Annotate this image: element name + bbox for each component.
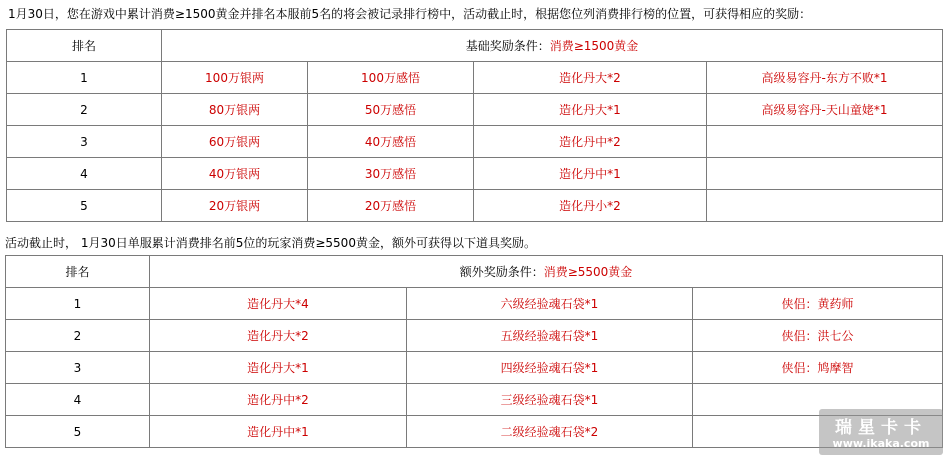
rank-header: 排名	[7, 30, 162, 62]
watermark-url: www.ikaka.com	[832, 437, 930, 450]
disguise-cell: 高级易容丹-东方不败*1	[707, 62, 943, 94]
condition-prefix: 基础奖励条件：	[465, 39, 550, 53]
disguise-cell	[707, 158, 943, 190]
pill-cell: 造化丹中*2	[474, 126, 707, 158]
watermark	[819, 409, 943, 455]
silver-cell: 80万银两	[162, 94, 308, 126]
insight-cell: 20万感悟	[308, 190, 474, 222]
table-row	[7, 62, 943, 94]
pill-cell: 造化丹小*2	[474, 190, 707, 222]
table-row	[7, 94, 943, 126]
rank-cell: 4	[7, 158, 162, 190]
rank-cell: 2	[7, 94, 162, 126]
disguise-cell: 高级易容丹-天山童姥*1	[707, 94, 943, 126]
table-row	[6, 416, 943, 448]
condition-header	[150, 256, 943, 288]
insight-cell: 30万感悟	[308, 158, 474, 190]
rank-cell: 2	[6, 320, 150, 352]
insight-cell: 50万感悟	[308, 94, 474, 126]
companion-cell: 侠侣：洪七公	[693, 320, 943, 352]
soulstone-cell: 三级经验魂石袋*1	[407, 384, 693, 416]
soulstone-cell: 六级经验魂石袋*1	[407, 288, 693, 320]
condition-prefix: 额外奖励条件：	[459, 265, 544, 279]
silver-cell: 40万银两	[162, 158, 308, 190]
condition-header	[162, 30, 943, 62]
rank-cell: 5	[6, 416, 150, 448]
disguise-cell	[707, 190, 943, 222]
soulstone-cell: 四级经验魂石袋*1	[407, 352, 693, 384]
silver-cell: 20万银两	[162, 190, 308, 222]
pill-cell: 造化丹中*1	[474, 158, 707, 190]
table-row	[6, 352, 943, 384]
soulstone-cell: 五级经验魂石袋*1	[407, 320, 693, 352]
table-row	[7, 126, 943, 158]
table-row	[6, 320, 943, 352]
silver-cell: 100万银两	[162, 62, 308, 94]
pill-cell: 造化丹大*1	[150, 352, 407, 384]
insight-cell: 40万感悟	[308, 126, 474, 158]
table-row	[6, 288, 943, 320]
table-row	[7, 158, 943, 190]
rank-cell: 4	[6, 384, 150, 416]
silver-cell: 60万银两	[162, 126, 308, 158]
pill-cell: 造化丹中*2	[150, 384, 407, 416]
table-header-row	[7, 30, 943, 62]
soulstone-cell: 二级经验魂石袋*2	[407, 416, 693, 448]
pill-cell: 造化丹大*2	[474, 62, 707, 94]
watermark-title: 瑞星卡卡	[835, 418, 927, 438]
disguise-cell	[707, 126, 943, 158]
pill-cell: 造化丹大*2	[150, 320, 407, 352]
rank-cell: 3	[6, 352, 150, 384]
rank-cell: 3	[7, 126, 162, 158]
intro-text-2: 活动截止时， 1月30日单服累计消费排名前5位的玩家消费≥5500黄金，额外可获得以下道具奖励。	[5, 236, 536, 250]
rank-cell: 5	[7, 190, 162, 222]
extra-reward-table	[5, 255, 943, 448]
table-row	[6, 384, 943, 416]
intro-text-1: 1月30日，您在游戏中累计消费≥1500黄金并排名本服前5名的将会被记录排行榜中，活动截止时，根据您位列消费排行榜的位置，可获得相应的奖励：	[8, 7, 812, 21]
condition-value: 消费≥1500黄金	[549, 39, 639, 53]
rank-cell: 1	[7, 62, 162, 94]
condition-value: 消费≥5500黄金	[543, 265, 633, 279]
basic-reward-table	[6, 29, 943, 222]
rank-cell: 1	[6, 288, 150, 320]
insight-cell: 100万感悟	[308, 62, 474, 94]
pill-cell: 造化丹中*1	[150, 416, 407, 448]
pill-cell: 造化丹大*1	[474, 94, 707, 126]
companion-cell: 侠侣：黄药师	[693, 288, 943, 320]
table-row	[7, 190, 943, 222]
pill-cell: 造化丹大*4	[150, 288, 407, 320]
table-header-row	[6, 256, 943, 288]
companion-cell: 侠侣：鸠摩智	[693, 352, 943, 384]
rank-header: 排名	[6, 256, 150, 288]
